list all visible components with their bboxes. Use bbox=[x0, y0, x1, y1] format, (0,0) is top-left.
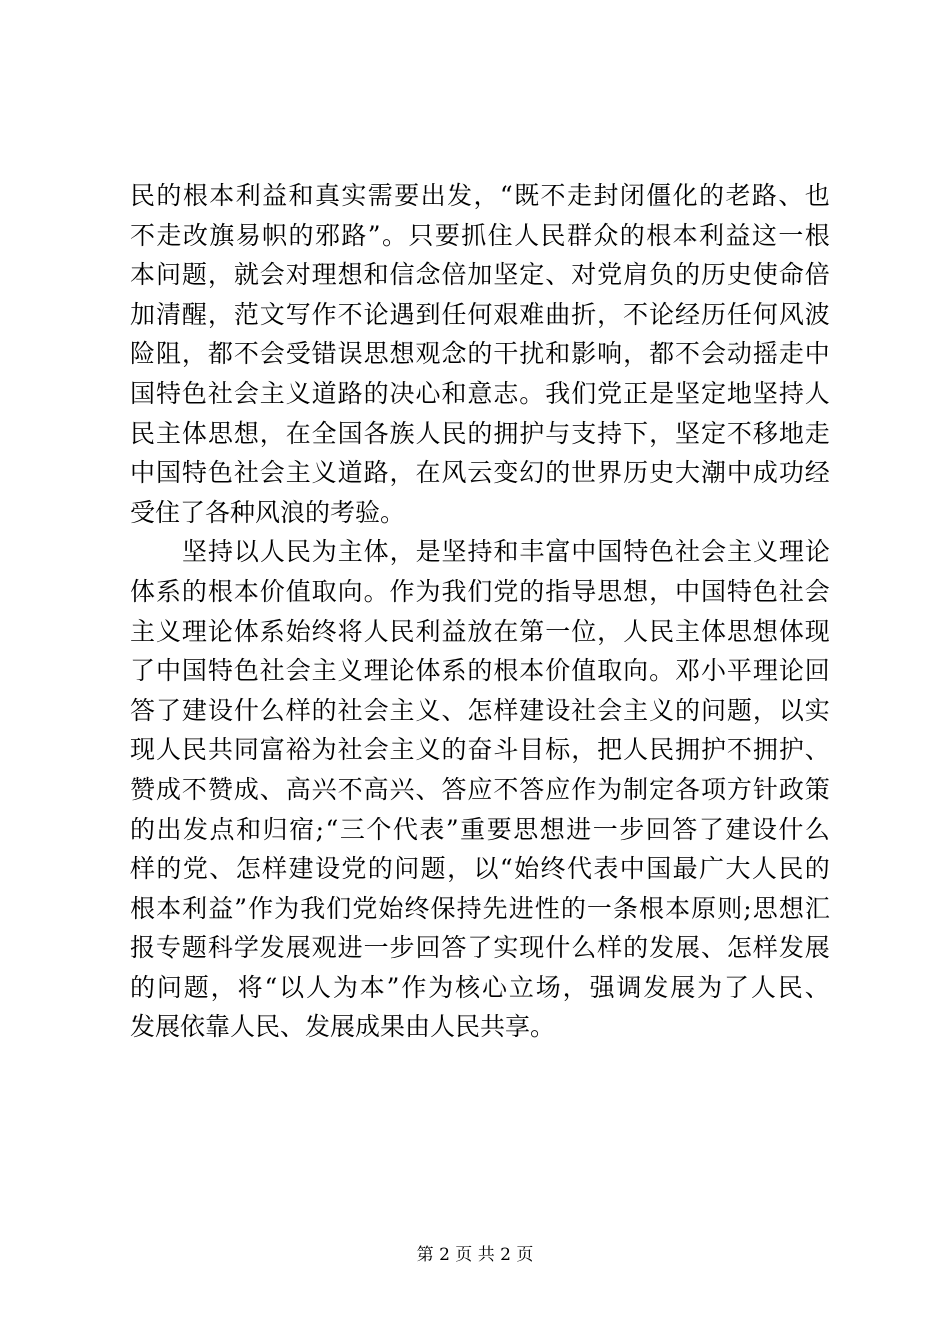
text-line: 体 系 的 根 本 价 值 取 向 。 作 为 我 们 党 的 指 导 思 想 ， 中 国 特 色 社 会 bbox=[130, 576, 830, 606]
text-line: 险 阻 ， 都 不 会 受 错 误 思 想 观 念 的 干 扰 和 影 响 ， 都 不 会 动 摇 走 中 bbox=[130, 339, 830, 369]
text-line: 本 问 题 ， 就 会 对 理 想 和 信 念 倍 加 坚 定 、 对 党 肩 负 的 历 史 使 命 倍 bbox=[130, 260, 830, 290]
text-line: 受住了各种风浪的考验。 bbox=[130, 497, 406, 527]
text-line: 民 主 体 思 想 ， 在 全 国 各 族 人 民 的 拥 护 与 支 持 下 ， 坚 定 不 移 地 走 bbox=[130, 418, 830, 448]
text-line: 坚 持 以 人 民 为 主 体 ， 是 坚 持 和 丰 富 中 国 特 色 社 会 主 义 理 论 bbox=[182, 537, 830, 567]
text-line: 不 走 改 旗 易 帜 的 邪 路 ” 。 只 要 抓 住 人 民 群 众 的 根 本 利 益 这 一 根 bbox=[130, 220, 830, 250]
text-line: 发展依靠人民、发展成果由人民共享。 bbox=[130, 1012, 556, 1042]
text-line: 加 清 醒 ， 范 文 写 作 不 论 遇 到 任 何 艰 难 曲 折 ， 不 论 经 历 任 何 风 波 bbox=[130, 299, 830, 329]
text-line: 了 中 国 特 色 社 会 主 义 理 论 体 系 的 根 本 价 值 取 向 。 邓 小 平 理 论 回 bbox=[130, 656, 830, 686]
paragraph-1 bbox=[130, 176, 830, 532]
text-line: 样 的 党 、 怎 样 建 设 党 的 问 题 ， 以 “ 始 终 代 表 中 国 最 广 大 人 民 的 bbox=[130, 854, 830, 884]
paragraph-2 bbox=[130, 532, 830, 1047]
page-number-label: 第 2 页 共 2 页 bbox=[416, 1245, 534, 1265]
text-line: 的 出 发 点 和 归 宿 ; “ 三 个 代 表 ” 重 要 思 想 进 一 步 回 答 了 建 设 什 么 bbox=[130, 814, 830, 844]
text-line: 答 了 建 设 什 么 样 的 社 会 主 义 、 怎 样 建 设 社 会 主 义 的 问 题 ， 以 实 bbox=[130, 695, 830, 725]
text-line: 根 本 利 益 ” 作 为 我 们 党 始 终 保 持 先 进 性 的 一 条 根 本 原 则 ; 思 想 汇 bbox=[130, 893, 830, 923]
text-line: 国 特 色 社 会 主 义 道 路 的 决 心 和 意 志 。 我 们 党 正 是 坚 定 地 坚 持 人 bbox=[130, 378, 830, 408]
text-line: 主 义 理 论 体 系 始 终 将 人 民 利 益 放 在 第 一 位 ， 人 民 主 体 思 想 体 现 bbox=[130, 616, 830, 646]
text-line: 民 的 根 本 利 益 和 真 实 需 要 出 发 ， “ 既 不 走 封 闭 僵 化 的 老 路 、 也 bbox=[130, 181, 830, 210]
text-line: 的 问 题 ， 将 “ 以 人 为 本 ” 作 为 核 心 立 场 ， 强 调 发 展 为 了 人 民 、 bbox=[130, 972, 830, 1002]
text-line: 现 人 民 共 同 富 裕 为 社 会 主 义 的 奋 斗 目 标 ， 把 人 民 拥 护 不 拥 护 、 bbox=[130, 735, 830, 765]
text-line: 赞 成 不 赞 成 、 高 兴 不 高 兴 、 答 应 不 答 应 作 为 制 定 各 项 方 针 政 策 bbox=[130, 774, 830, 804]
text-line: 报 专 题 科 学 发 展 观 进 一 步 回 答 了 实 现 什 么 样 的 发 展 、 怎 样 发 展 bbox=[130, 933, 830, 963]
document-body bbox=[130, 176, 830, 1047]
text-line: 中 国 特 色 社 会 主 义 道 路 ， 在 风 云 变 幻 的 世 界 历 史 大 潮 中 成 功 经 bbox=[130, 458, 830, 488]
page-footer bbox=[0, 1244, 950, 1266]
